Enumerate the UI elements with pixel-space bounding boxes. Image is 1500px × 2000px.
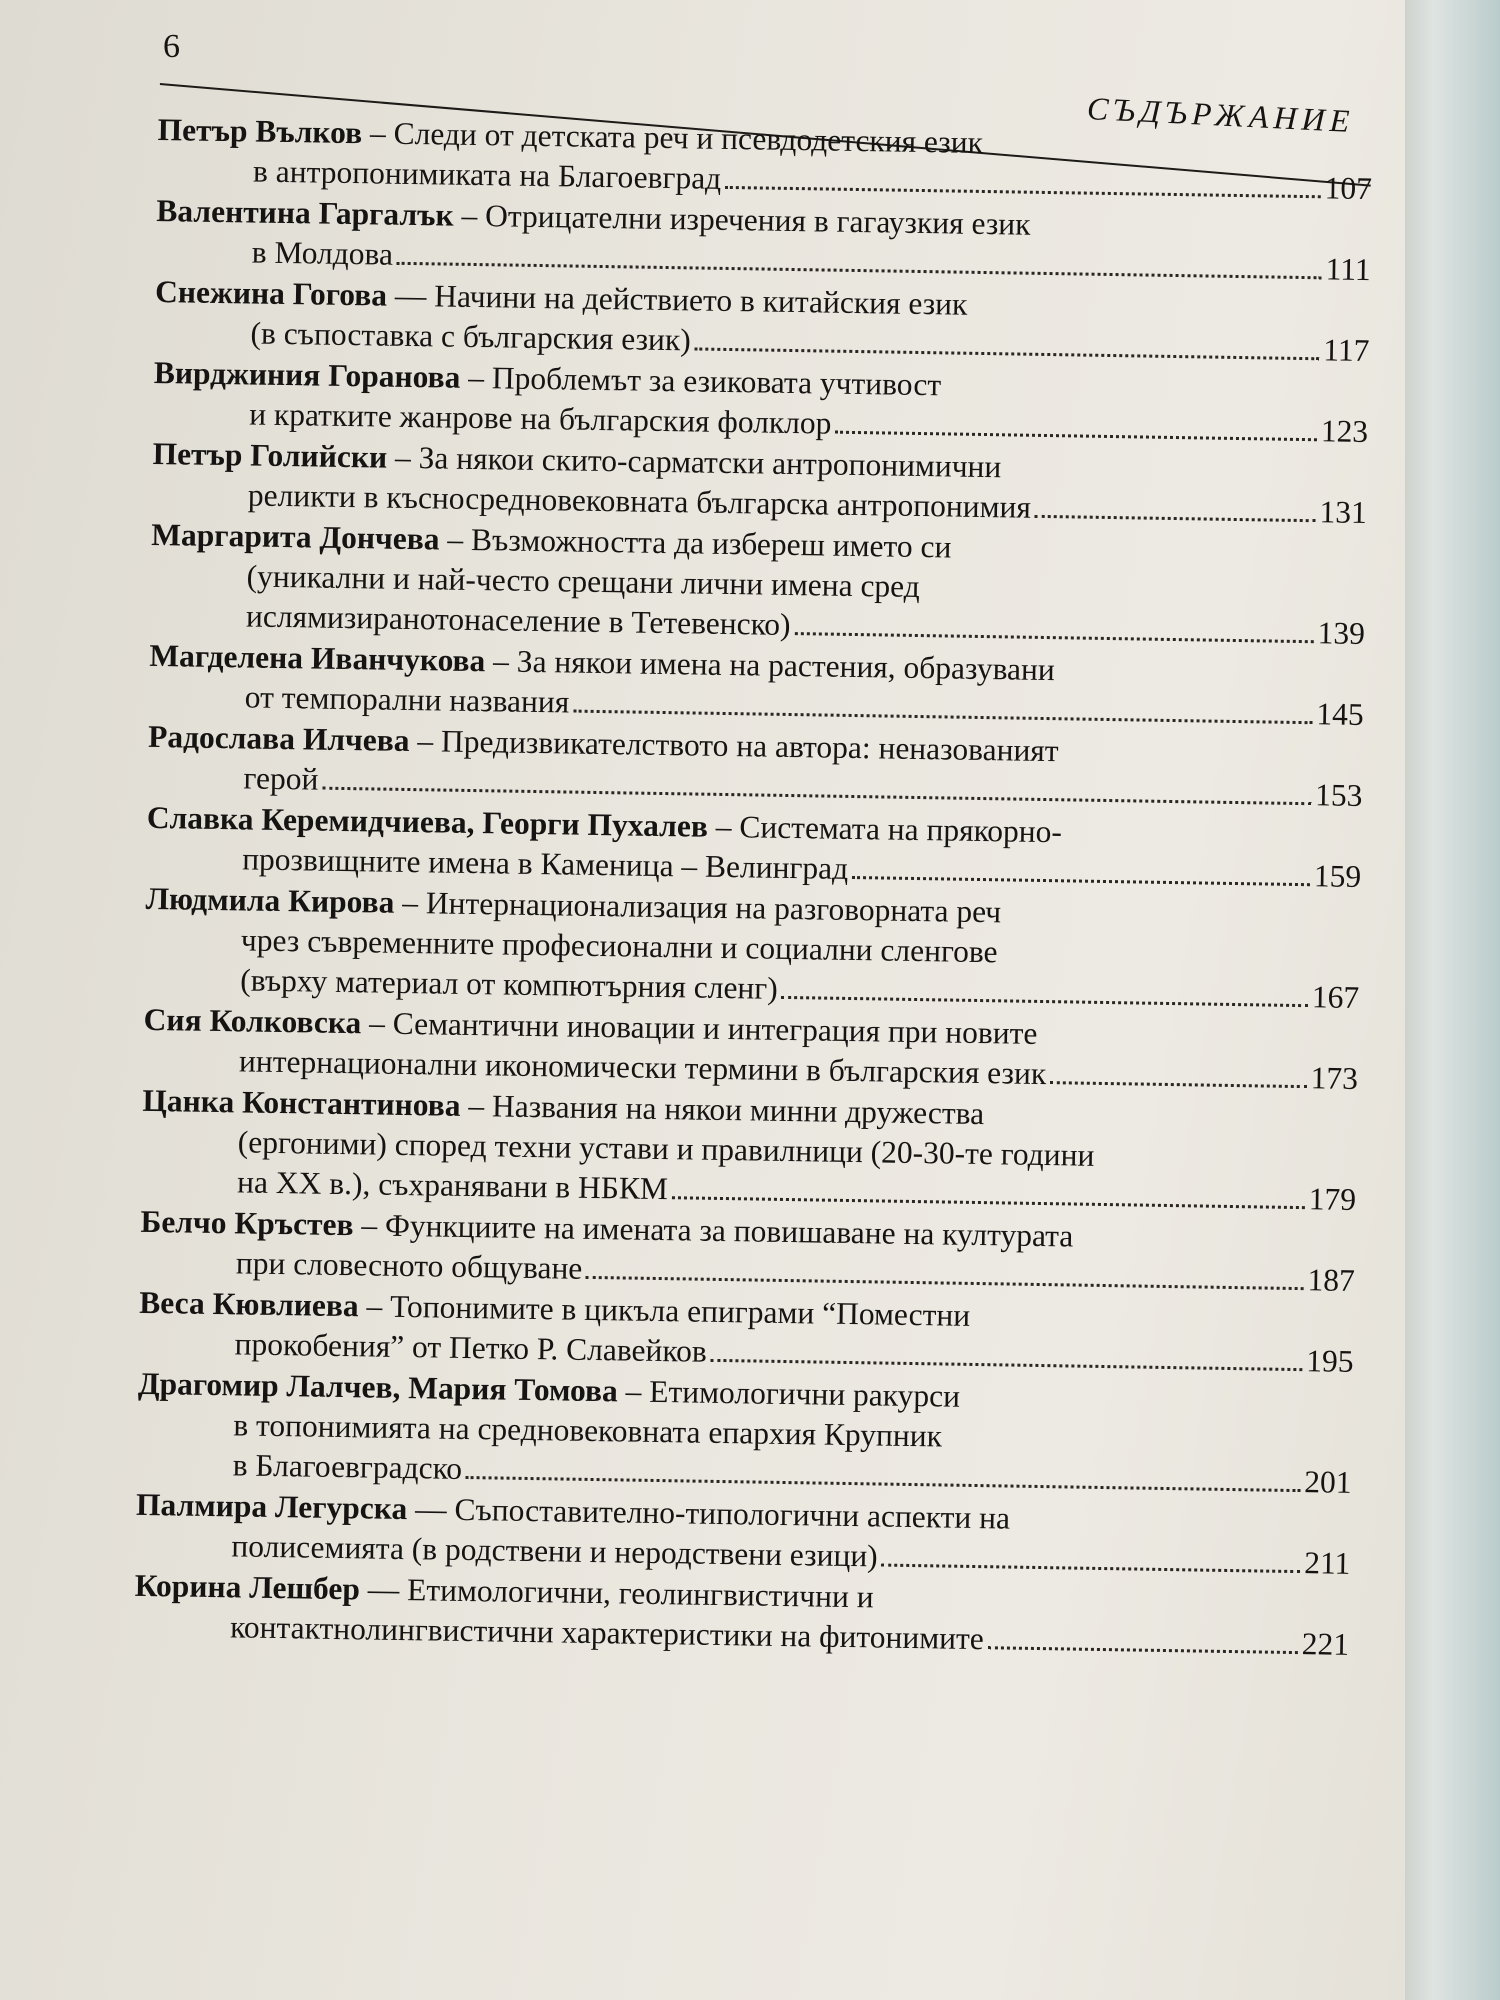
- toc-title-text: (върху материал от компютърния сленг): [240, 962, 779, 1006]
- toc-title-text: – Функциите на имената за повишаване на културата: [361, 1207, 1074, 1254]
- toc-title-text: контактнолингвистични характеристики на фитонимите: [229, 1609, 985, 1657]
- toc-title-text: ислямизиранотонаселение в Тетевенско): [245, 598, 791, 642]
- toc-title-text: (ергоними) според техни устави и правилници (20-30-те години: [237, 1124, 1095, 1173]
- toc-page-number: 211: [1303, 1545, 1351, 1581]
- dot-leader: [835, 407, 1317, 442]
- toc-page-number: 167: [1311, 979, 1360, 1015]
- toc-page-number: 179: [1308, 1181, 1357, 1217]
- dot-leader: [882, 1540, 1301, 1574]
- toc-author: Палмира Легурска: [135, 1486, 408, 1527]
- dot-leader: [1050, 1057, 1307, 1088]
- toc-title-text: – Системата на прякорно-: [715, 808, 1063, 850]
- toc-author: Петър Голийски: [152, 435, 388, 475]
- toc-author: Магделена Иванчукова: [149, 637, 486, 679]
- dot-leader: [782, 972, 1309, 1007]
- toc-title-text: герой: [243, 760, 319, 797]
- toc-page-number: 153: [1314, 777, 1363, 813]
- toc-page-number: 107: [1324, 170, 1373, 207]
- toc-author: Корина Лешбер: [134, 1567, 361, 1607]
- toc-author: Славка Керемидчиева, Георги Пухалев: [146, 799, 709, 844]
- toc-title-text: чрез съвременните професионални и социални сленгове: [240, 922, 998, 970]
- toc-page-number: 131: [1319, 494, 1368, 531]
- dot-leader: [725, 162, 1321, 198]
- table-of-contents: [134, 110, 1373, 1666]
- dot-leader: [586, 1252, 1304, 1290]
- toc-title-text: — Съпоставително-типологични аспекти на: [414, 1491, 1011, 1536]
- toc-page-number: 117: [1323, 332, 1370, 369]
- toc-title-text: интернационални икономически термини в българския език: [238, 1043, 1047, 1092]
- toc-title-text: реликти в късносредновековната българска антропонимия: [247, 477, 1032, 525]
- running-head: СЪДЪРЖАНИЕ: [1086, 90, 1356, 140]
- toc-title-text: – Названия на някои минни дружества: [468, 1088, 985, 1132]
- toc-author: Валентина Гаргалък: [156, 192, 454, 233]
- toc-author: Сия Колковска: [143, 1001, 362, 1041]
- toc-title-text: в Благоевградско: [232, 1447, 463, 1486]
- toc-title-text: – Отрицателни изречения в гагаузкия език: [461, 197, 1031, 242]
- dot-leader: [1035, 491, 1316, 522]
- toc-author: Снежина Гогова: [154, 273, 388, 313]
- toc-title-text: полисемията (в родствени и неродствени езици): [231, 1528, 878, 1574]
- toc-page-number: 173: [1310, 1060, 1359, 1096]
- toc-title-text: – Следи от детската реч и псевдодетския език: [369, 115, 984, 160]
- toc-author: Белчо Кръстев: [140, 1203, 354, 1243]
- dot-leader: [794, 608, 1314, 643]
- toc-author: Маргарита Дончева: [151, 516, 440, 557]
- toc-author: Радослава Илчева: [147, 718, 410, 759]
- toc-entry: [141, 1081, 1358, 1220]
- toc-page-number: 195: [1305, 1343, 1354, 1379]
- next-page-edge: [1405, 0, 1500, 2000]
- toc-page-number: 139: [1317, 615, 1366, 652]
- toc-title-text: – Семантични иновации и интеграция при новите: [368, 1005, 1038, 1051]
- toc-author: Цанка Константинова: [142, 1082, 461, 1123]
- toc-title-text: — Начини на действието в китайския език: [394, 277, 968, 322]
- toc-author: Вирджиния Горанова: [153, 354, 461, 395]
- dot-leader: [988, 1622, 1298, 1654]
- toc-page-number: 145: [1316, 696, 1364, 733]
- toc-entry: [144, 879, 1361, 1018]
- toc-page-number: 201: [1304, 1464, 1352, 1500]
- toc-title-text: – Интернационализация на разговорната реч: [402, 884, 1002, 930]
- toc-title-text: – Възможността да избереш името си: [447, 521, 952, 565]
- dot-leader: [711, 1335, 1303, 1371]
- dot-leader: [852, 852, 1310, 886]
- toc-title-text: в Молдова: [251, 234, 394, 272]
- toc-author: Драгомир Лалчев, Мария Томова: [137, 1365, 619, 1409]
- toc-title-text: (в съпоставка с българския език): [250, 315, 692, 358]
- toc-title-text: в топонимията на средновековната епархия Крупник: [233, 1407, 943, 1454]
- toc-entry: [150, 515, 1367, 654]
- toc-title-text: прокобения” от Петко Р. Славейков: [234, 1326, 708, 1369]
- toc-title-text: – Проблемът за езиковата учтивост: [468, 359, 942, 403]
- toc-title-text: от темпорални названия: [244, 679, 570, 720]
- toc-title-text: – За някои имена на растения, образувани: [492, 643, 1056, 688]
- toc-author: Веса Кювлиева: [138, 1284, 359, 1324]
- page-number: 6: [163, 28, 180, 65]
- toc-page-number: 159: [1313, 858, 1362, 894]
- toc-author: Петър Вълков: [157, 111, 363, 151]
- toc-title-text: при словесното общуване: [235, 1245, 583, 1286]
- toc-page-number: 123: [1320, 413, 1369, 450]
- toc-page-number: 187: [1307, 1262, 1356, 1298]
- toc-title-text: – Предизвикателството на автора: неназованият: [417, 723, 1059, 769]
- toc-title-text: – За някои скито-сарматски антропонимични: [394, 439, 1002, 485]
- toc-page-number: 111: [1325, 251, 1371, 288]
- toc-title-text: – Топонимите в цикъла епиграми “Поместни: [366, 1288, 971, 1333]
- toc-title-text: — Етимологични, геолингвистични и: [367, 1571, 874, 1615]
- toc-title-text: в антропонимиката на Благоевград: [252, 153, 722, 196]
- toc-entry: [136, 1364, 1353, 1503]
- toc-title-text: (уникални и най-често срещани лични имена сред: [246, 558, 921, 605]
- dot-leader: [672, 1172, 1305, 1209]
- toc-title-text: на XX в.), съхранявани в НБКМ: [236, 1164, 669, 1207]
- dot-leader: [695, 323, 1320, 360]
- toc-title-text: – Етимологични ракурси: [625, 1373, 961, 1414]
- toc-title-text: и кратките жанрове на българския фолклор: [248, 396, 832, 441]
- toc-page-number: 221: [1301, 1626, 1350, 1662]
- toc-title-text: прозвищните имена в Каменица – Велинград: [241, 841, 849, 886]
- toc-author: Людмила Кирова: [145, 880, 395, 920]
